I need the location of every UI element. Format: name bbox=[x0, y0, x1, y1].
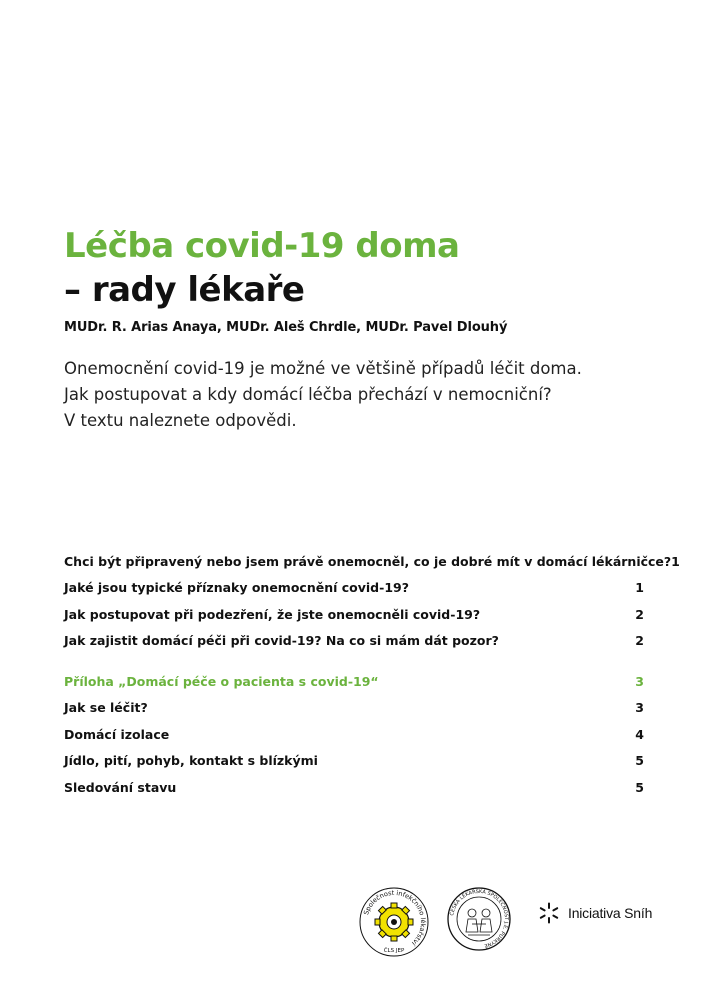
sil-logo bbox=[358, 886, 430, 962]
toc-item[interactable] bbox=[64, 695, 644, 722]
table-of-contents bbox=[64, 548, 680, 801]
toc-item[interactable] bbox=[64, 748, 644, 775]
toc-item[interactable] bbox=[64, 601, 644, 628]
toc-item-page: 1 bbox=[635, 580, 644, 596]
toc-item[interactable] bbox=[64, 721, 644, 748]
intro-line: Jak postupovat a kdy domácí léčba přechází v nemocniční? bbox=[64, 385, 552, 404]
title-line-1: Léčba covid-19 doma bbox=[64, 226, 460, 266]
authors: MUDr. R. Arias Anaya, MUDr. Aleš Chrdle, MUDr. Pavel Dlouhý bbox=[64, 320, 508, 335]
cls-ring-text: ČESKÁ LÉKAŘSKÁ SPOLEČNOST J.E. PURKYNĚ bbox=[449, 888, 510, 949]
intro-paragraph bbox=[64, 356, 582, 434]
toc-item-page: 5 bbox=[635, 753, 644, 769]
toc-item[interactable] bbox=[64, 628, 644, 655]
snih-logo-text: Iniciativa Sníh bbox=[568, 905, 653, 921]
snowflake-icon bbox=[538, 902, 560, 924]
sil-logo-icon bbox=[358, 886, 430, 958]
toc-item[interactable] bbox=[64, 575, 644, 602]
toc-item-page: 5 bbox=[635, 779, 644, 795]
logos-footer bbox=[0, 880, 705, 960]
toc-item-page: 2 bbox=[635, 606, 644, 622]
toc-item[interactable] bbox=[64, 548, 680, 575]
toc-spacer bbox=[64, 654, 644, 668]
intro-line: Onemocnění covid-19 je možné ve většině případů léčit doma. bbox=[64, 359, 582, 378]
intro-line: V textu naleznete odpovědi. bbox=[64, 411, 297, 430]
title-block bbox=[64, 224, 460, 312]
toc-item-label: Domácí izolace bbox=[64, 726, 170, 742]
toc-item-page: 4 bbox=[635, 726, 644, 742]
toc-item-label: Příloha „Domácí péče o pacienta s covid-19“ bbox=[64, 673, 379, 689]
toc-item-page: 2 bbox=[635, 633, 644, 649]
sil-ring-text: Společnost infekčního lékařství bbox=[362, 888, 428, 948]
toc-item-page: 3 bbox=[635, 700, 644, 716]
toc-item-page: 3 bbox=[635, 673, 644, 689]
toc-item-label: Jak postupovat při podezření, že jste onemocněli covid-19? bbox=[64, 606, 481, 622]
toc-item-page: 1 bbox=[671, 553, 680, 569]
toc-item-label: Jídlo, pití, pohyb, kontakt s blízkými bbox=[64, 753, 318, 769]
toc-item[interactable] bbox=[64, 774, 644, 801]
sil-bottom-text: ČLS JEP bbox=[383, 948, 405, 954]
toc-appendix-heading[interactable] bbox=[64, 668, 644, 695]
toc-item-label: Chci být připravený nebo jsem právě onemocněl, co je dobré mít v domácí lékárničce? bbox=[64, 553, 672, 569]
toc-item-label: Jak se léčit? bbox=[64, 700, 148, 716]
toc-item-label: Jaké jsou typické příznaky onemocnění covid-19? bbox=[64, 580, 409, 596]
toc-item-label: Sledování stavu bbox=[64, 779, 177, 795]
snih-logo bbox=[538, 902, 652, 924]
title-line-2: – rady lékaře bbox=[64, 270, 305, 310]
cls-seal-icon bbox=[446, 886, 512, 952]
toc-item-label: Jak zajistit domácí péči při covid-19? Na co si mám dát pozor? bbox=[64, 633, 499, 649]
cls-seal-logo bbox=[446, 886, 512, 956]
